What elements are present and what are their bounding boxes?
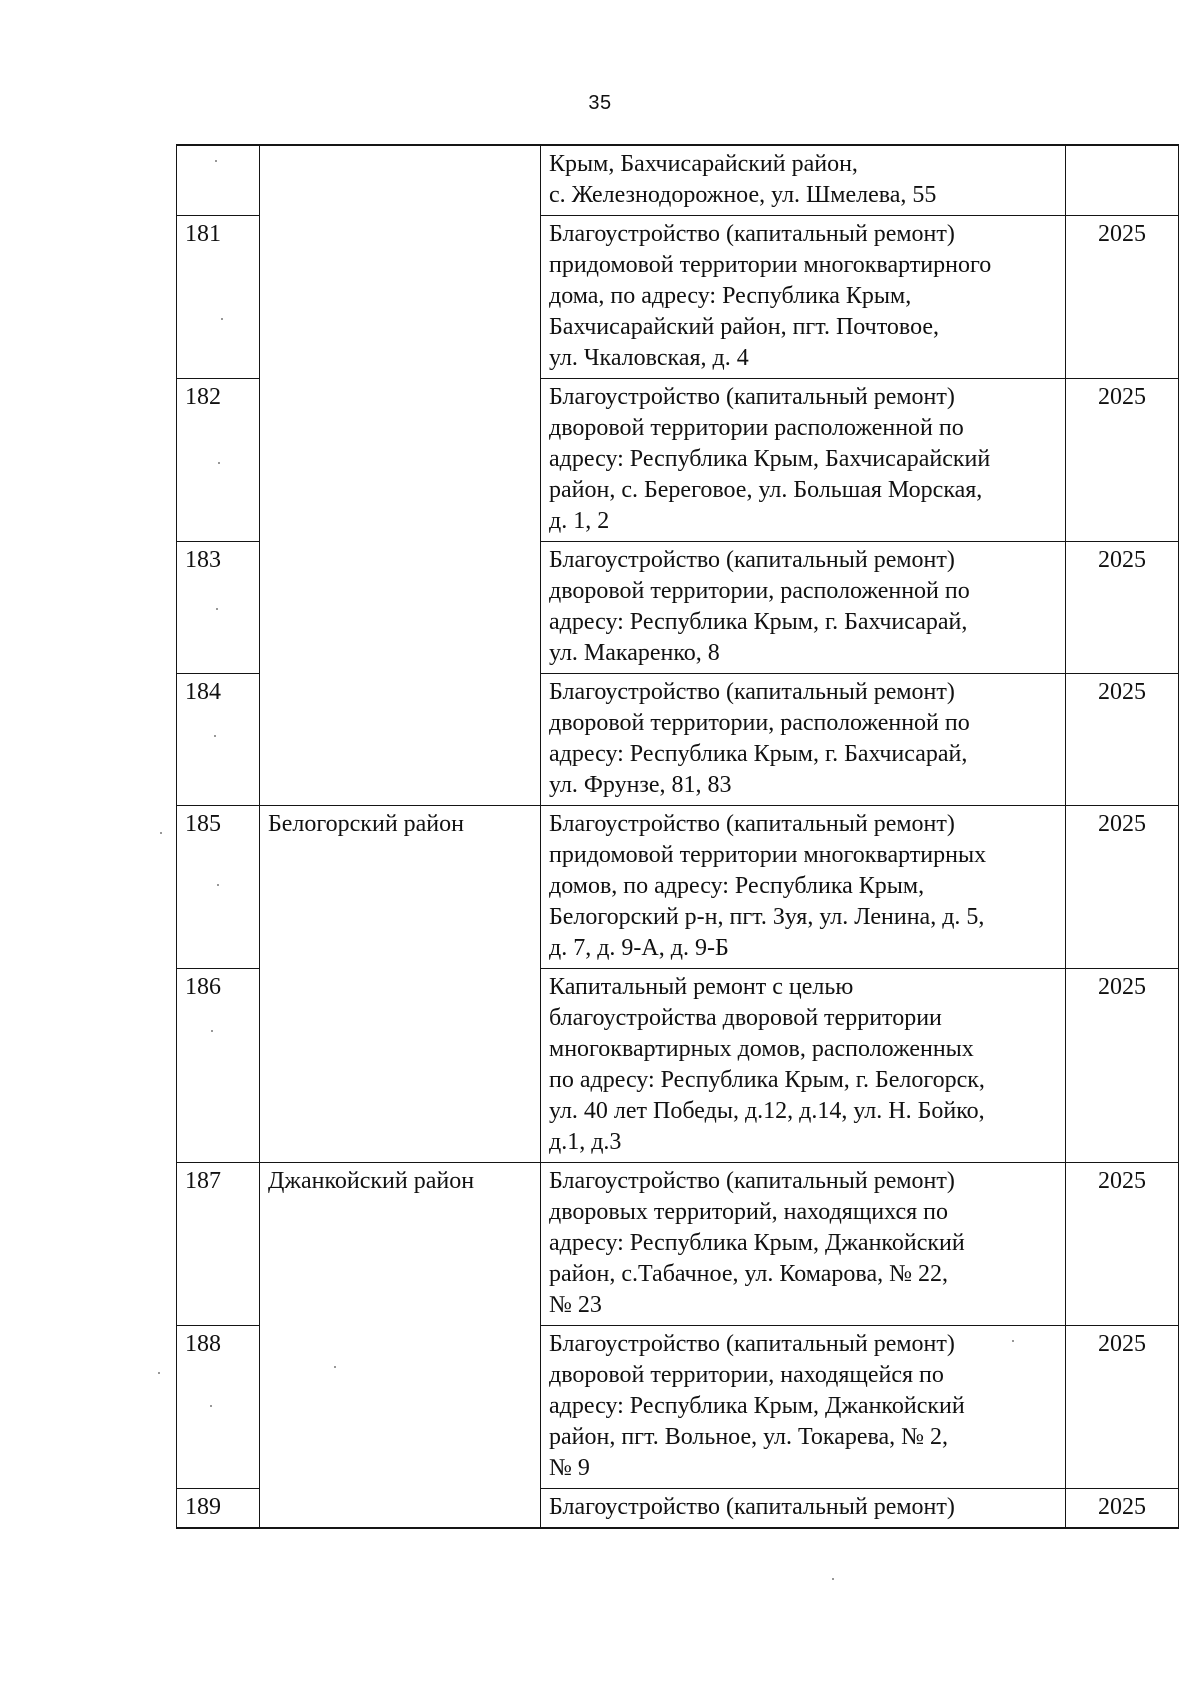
completion-year [1066,145,1179,216]
table-row [177,145,1179,216]
district-name: Белогорский район [260,806,541,969]
completion-year: 2025 [1066,379,1179,542]
row-number: 182 [177,379,260,542]
work-description: Крым, Бахчисарайский район, с. Железнодорожное, ул. Шмелева, 55 [541,145,1066,216]
scan-speck [210,1405,212,1407]
district-name [260,379,541,542]
scan-speck [216,608,218,610]
completion-year: 2025 [1066,806,1179,969]
row-number: 188 [177,1326,260,1489]
scan-speck [160,832,162,834]
table-row [177,1163,1179,1326]
district-name [260,216,541,379]
row-number: 185 [177,806,260,969]
scan-speck [221,318,223,320]
work-description: Капитальный ремонт с целью благоустройства дворовой территории многоквартирных домов, расположенных по адресу: Республика Крым, г. Белогорск, ул. 40 лет Победы, д.12, д.14, ул. Н. Бойко, д.1, д.3 [541,969,1066,1163]
row-number: 189 [177,1489,260,1529]
table-row [177,542,1179,674]
scan-speck [211,1030,213,1032]
table-row [177,216,1179,379]
table-row [177,806,1179,969]
work-description: Благоустройство (капитальный ремонт) дворовой территории, находящейся по адресу: Республика Крым, Джанкойский район, пгт. Вольное, ул. Токарева, № 2, № 9 [541,1326,1066,1489]
row-number [177,145,260,216]
district-name [260,1489,541,1529]
district-name [260,674,541,806]
table-row [177,1326,1179,1489]
scan-speck [217,884,219,886]
scan-speck [832,1578,834,1580]
district-name [260,969,541,1163]
table-row [177,969,1179,1163]
work-description: Благоустройство (капитальный ремонт) дворовой территории, расположенной по адресу: Республика Крым, г. Бахчисарай, ул. Макаренко, 8 [541,542,1066,674]
registry-table [176,144,1179,1529]
row-number: 187 [177,1163,260,1326]
completion-year: 2025 [1066,674,1179,806]
table-row [177,674,1179,806]
completion-year: 2025 [1066,1163,1179,1326]
scan-speck [215,160,217,162]
work-description: Благоустройство (капитальный ремонт) придомовой территории многоквартирного дома, по адресу: Республика Крым, Бахчисарайский район, пгт. Почтовое, ул. Чкаловская, д. 4 [541,216,1066,379]
district-name [260,542,541,674]
scan-speck [158,1372,160,1374]
district-name [260,145,541,216]
completion-year: 2025 [1066,216,1179,379]
table-row [177,379,1179,542]
work-description: Благоустройство (капитальный ремонт) дворовой территории, расположенной по адресу: Республика Крым, г. Бахчисарай, ул. Фрунзе, 81, 83 [541,674,1066,806]
work-description: Благоустройство (капитальный ремонт) [541,1489,1066,1529]
work-description: Благоустройство (капитальный ремонт) дворовой территории расположенной по адресу: Республика Крым, Бахчисарайский район, с. Береговое, ул. Большая Морская, д. 1, 2 [541,379,1066,542]
district-name [260,1326,541,1489]
scan-speck [334,1366,336,1368]
scan-speck [214,735,216,737]
completion-year: 2025 [1066,542,1179,674]
district-name: Джанкойский район [260,1163,541,1326]
scan-speck [218,462,220,464]
completion-year: 2025 [1066,969,1179,1163]
completion-year: 2025 [1066,1489,1179,1529]
work-description: Благоустройство (капитальный ремонт) дворовых территорий, находящихся по адресу: Республика Крым, Джанкойский район, с.Табачное, ул. Комарова, № 22, № 23 [541,1163,1066,1326]
registry-table-body [177,145,1179,1528]
row-number: 183 [177,542,260,674]
row-number: 184 [177,674,260,806]
scan-speck [1012,1340,1014,1342]
work-description: Благоустройство (капитальный ремонт) придомовой территории многоквартирных домов, по адресу: Республика Крым, Белогорский р-н, пгт. Зуя, ул. Ленина, д. 5, д. 7, д. 9-А, д. 9-Б [541,806,1066,969]
page-number: 35 [588,92,612,114]
table-row [177,1489,1179,1529]
row-number: 186 [177,969,260,1163]
completion-year: 2025 [1066,1326,1179,1489]
row-number: 181 [177,216,260,379]
